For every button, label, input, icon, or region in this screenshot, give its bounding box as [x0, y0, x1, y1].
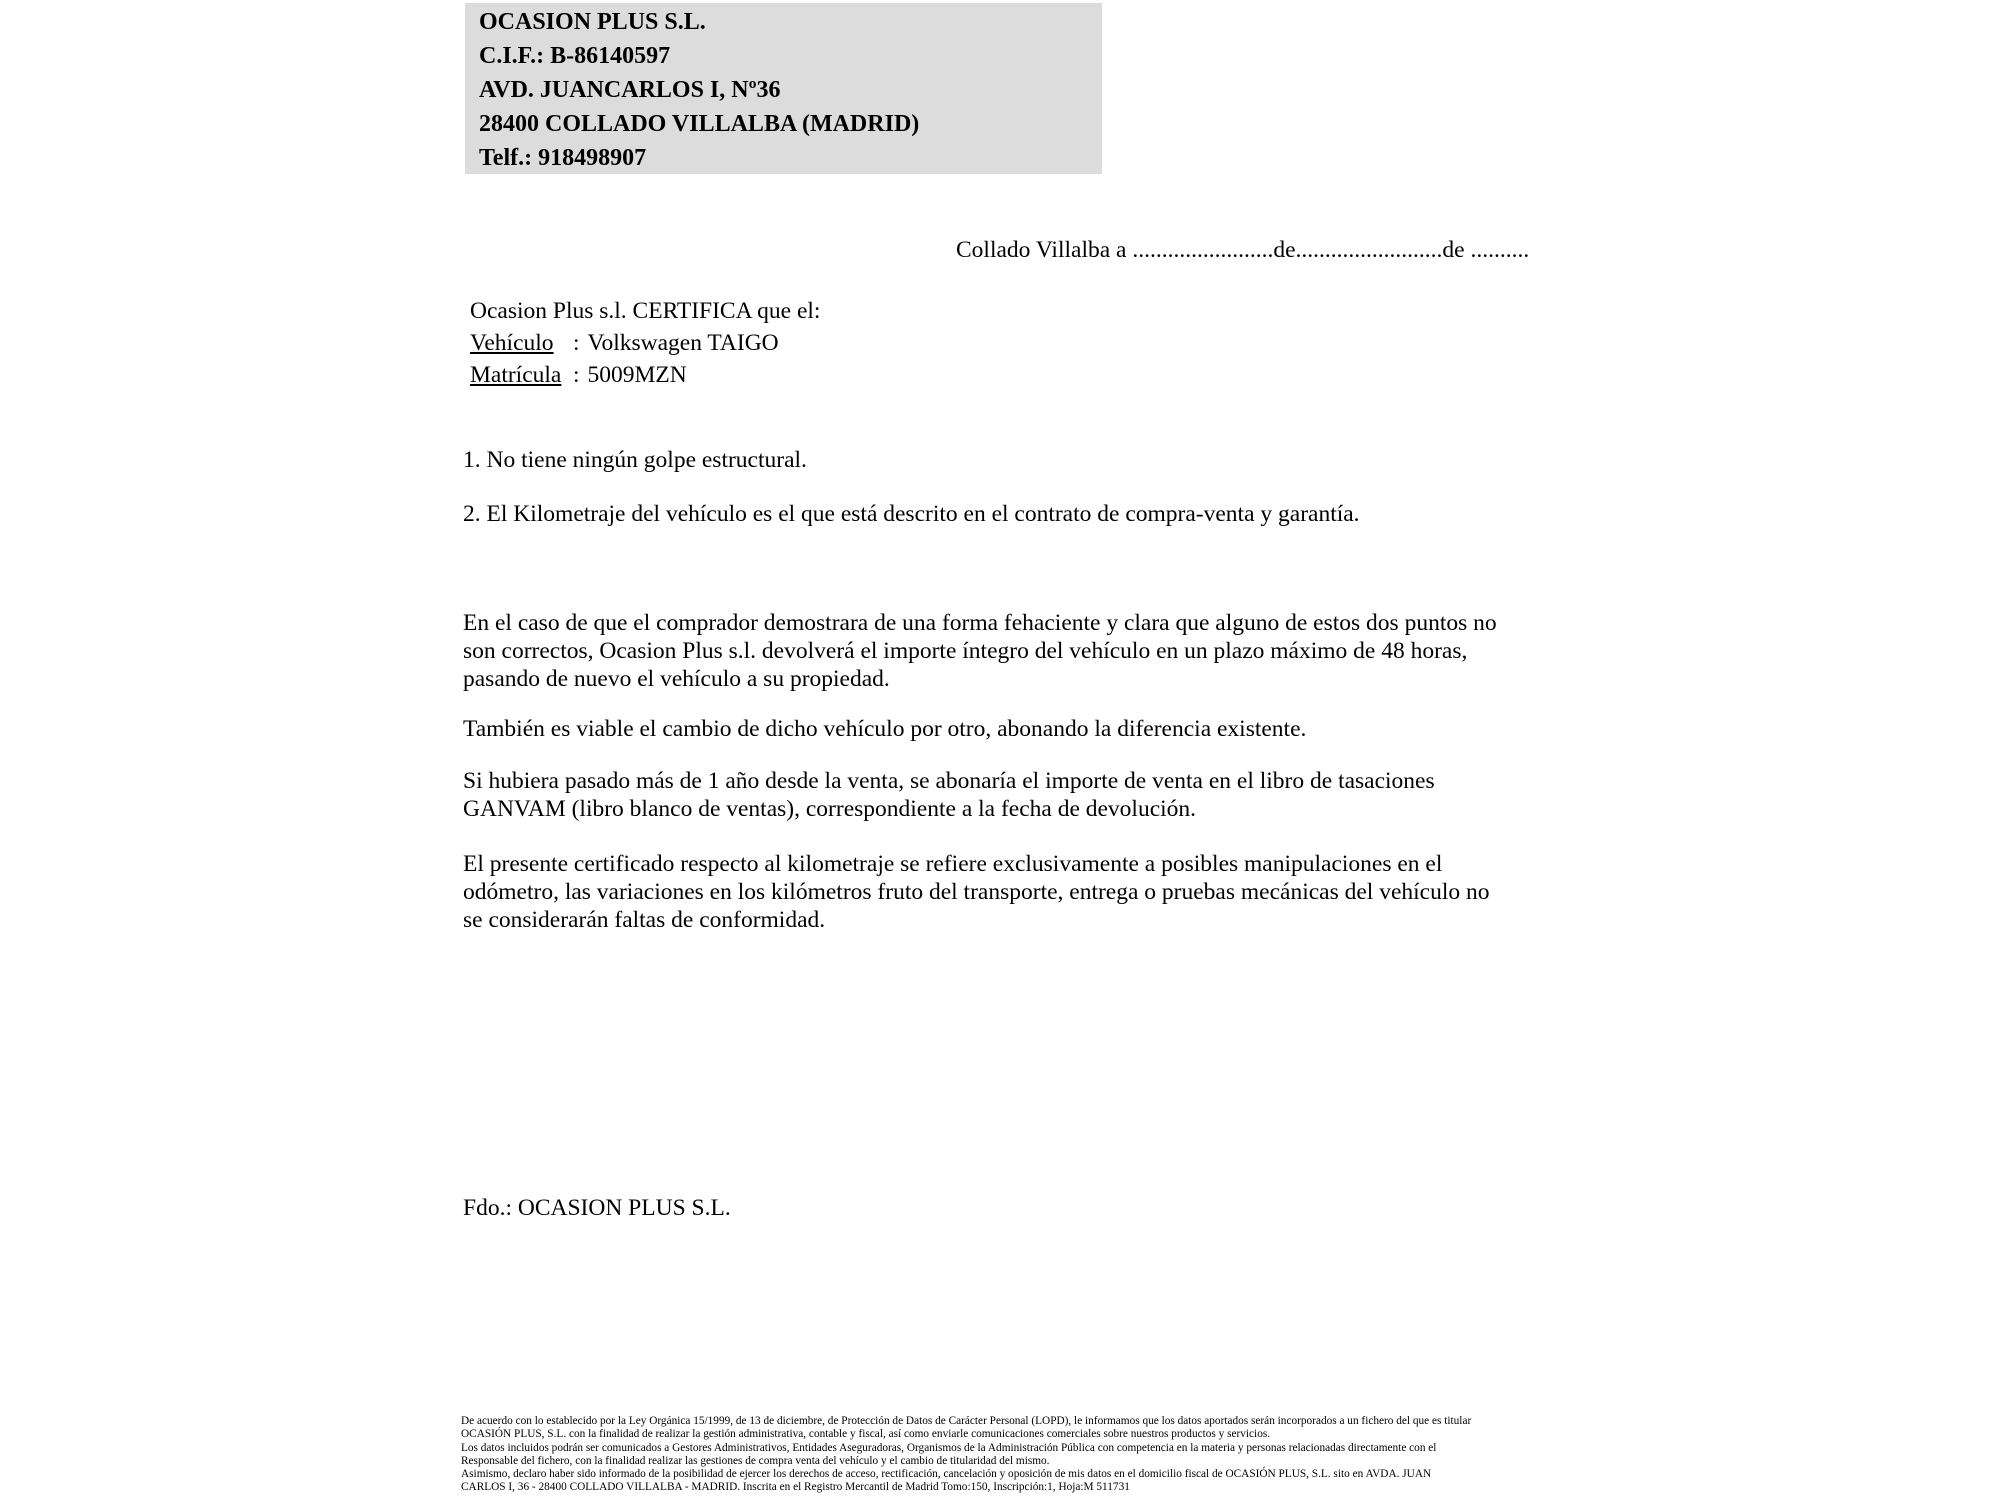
text-line: odómetro, las variaciones en los kilómetros fruto del transporte, entrega o pruebas mecánicas del vehículo no — [463, 879, 1490, 905]
text-line: También es viable el cambio de dicho vehículo por otro, abonando la diferencia existente. — [463, 716, 1307, 742]
company-name: OCASION PLUS S.L. — [479, 9, 706, 35]
text-line: El presente certificado respecto al kilometraje se refiere exclusivamente a posibles manipulaciones en el — [463, 851, 1443, 877]
text-line: son correctos, Ocasion Plus s.l. devolverá el importe íntegro del vehículo en un plazo máximo de 48 horas, — [463, 638, 1468, 664]
text-line: se considerarán faltas de conformidad. — [463, 907, 826, 933]
company-city: 28400 COLLADO VILLALBA (MADRID) — [479, 111, 920, 137]
certification-block — [470, 295, 820, 391]
text-line: De acuerdo con lo establecido por la Ley Orgánica 15/1999, de 13 de diciembre, de Protección de Datos de Carácter Personal (LOPD), le informamos que los datos aportados serán incorporados a un fichero del que es titular — [461, 1415, 1472, 1427]
company-cif: C.I.F.: B-86140597 — [479, 43, 671, 69]
vehicle-separator: : — [573, 330, 580, 356]
text-line: GANVAM (libro blanco de ventas), correspondiente a la fecha de devolución. — [463, 796, 1197, 822]
certify-intro: Ocasion Plus s.l. CERTIFICA que el: — [470, 298, 821, 324]
signature-line: Fdo.: OCASION PLUS S.L. — [463, 1195, 731, 1221]
body-paragraph-ganvam — [463, 767, 1435, 823]
legal-footer — [461, 1415, 1471, 1495]
vehicle-label: Vehículo — [470, 330, 554, 356]
company-address: AVD. JUANCARLOS I, Nº36 — [479, 77, 781, 103]
body-paragraph-refund — [463, 609, 1497, 693]
plate-row — [470, 359, 820, 391]
body-paragraph-exchange — [463, 715, 1306, 743]
text-line: Si hubiera pasado más de 1 año desde la venta, se abonaría el importe de venta en el libro de tasaciones — [463, 768, 1435, 794]
text-line: En el caso de que el comprador demostrara de una forma fehaciente y clara que alguno de estos dos puntos no — [463, 610, 1497, 636]
date-line: Collado Villalba a ........................de.........................de .......... — [956, 237, 1530, 263]
text-line: Asimismo, declaro haber sido informado de la posibilidad de ejercer los derechos de acceso, rectificación, cancelación y oposición de mis datos en el domicilio fiscal de OCASIÓN PLUS, S.L. sito en AVDA. JUAN — [461, 1468, 1432, 1481]
plate-label: Matrícula — [470, 362, 562, 388]
condition-point-1: 1. No tiene ningún golpe estructural. — [463, 447, 807, 473]
text-line: OCASIÓN PLUS, S.L. con la finalidad de realizar la gestión administrativa, contable y fiscal, así como enviarle comunicaciones comerciales sobre nuestros productos y servicios. — [461, 1428, 1271, 1441]
vehicle-row — [470, 327, 820, 359]
company-info-block — [465, 3, 1102, 174]
plate-separator: : — [573, 362, 580, 388]
text-line: Responsable del fichero, con la finalidad realizar las gestiones de compra venta del vehículo y el cambio de titularidad del mismo. — [461, 1454, 1050, 1467]
text-line: CARLOS I, 36 - 28400 COLLADO VILLALBA - MADRID. Inscrita en el Registro Mercantil de Madrid Tomo:150, Inscripción:1, Hoja:M 511731 — [461, 1481, 1130, 1494]
text-line: pasando de nuevo el vehículo a su propiedad. — [463, 666, 890, 692]
plate-value: 5009MZN — [587, 362, 687, 388]
vehicle-value: Volkswagen TAIGO — [587, 330, 779, 356]
company-phone: Telf.: 918498907 — [479, 145, 647, 171]
body-paragraph-odometer — [463, 850, 1489, 934]
condition-point-2: 2. El Kilometraje del vehículo es el que está descrito en el contrato de compra-venta y garantía. — [463, 501, 1360, 527]
text-line: Los datos incluidos podrán ser comunicados a Gestores Administrativos, Entidades Aseguradoras, Organismos de la Administración Pública con competencia en la materia y personas relacionadas directamente con el — [461, 1441, 1437, 1454]
